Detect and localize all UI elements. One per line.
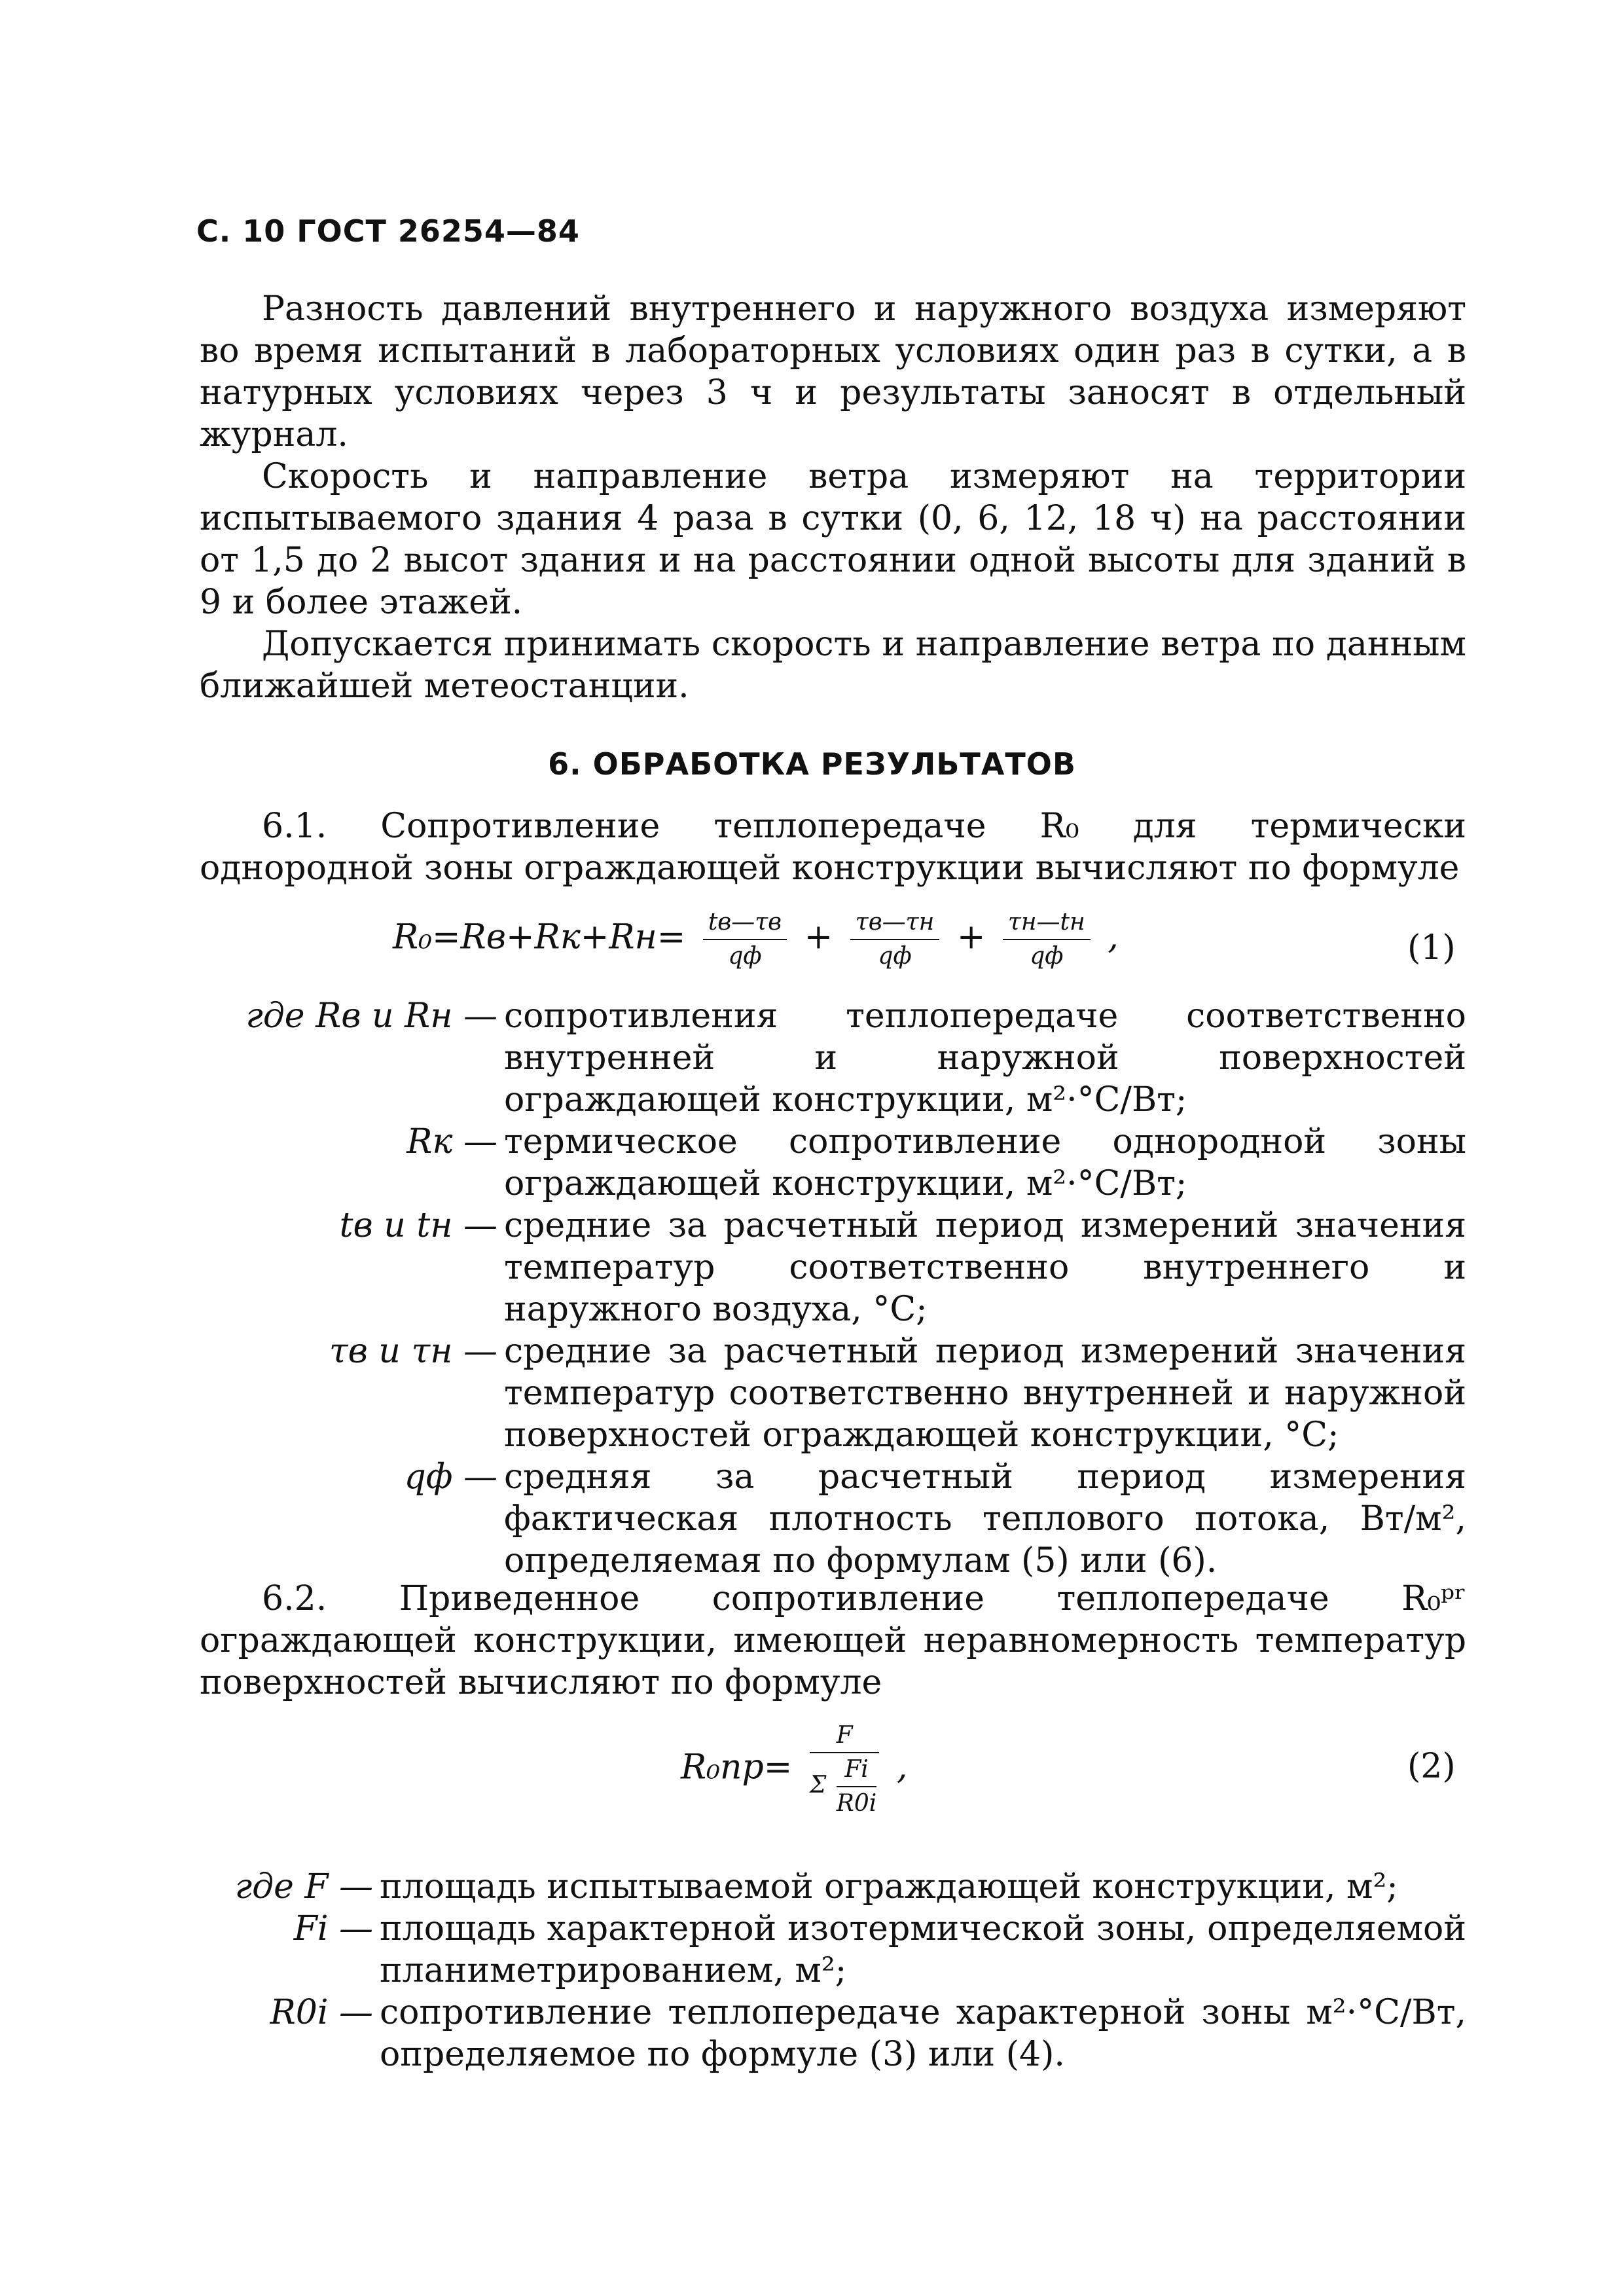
sigma-symbol: Σ	[809, 1772, 827, 1798]
def-text: средние за расчетный период измерений значения температур соответственно внутренней и наружной поверхностей ограждающей конструкции, °С;	[504, 1332, 1466, 1455]
plus-sign: +	[956, 917, 986, 957]
fraction	[850, 909, 940, 970]
paragraph: Скорость и направление ветра измеряют на территории испытываемого здания 4 раза в сутки (0, 6, 12, 18 ч) на расстоянии от 1,5 до 2 высот здания и на расстоянии одной высоты для зданий в 9 и более этажей.	[200, 457, 1466, 622]
def-term: где F —	[234, 1867, 373, 1906]
numerator: τв—τн	[850, 909, 940, 940]
def-text: термическое сопротивление однородной зоны ограждающей конструкции, м²·°С/Вт;	[504, 1122, 1466, 1203]
paragraph: Допускается принимать скорость и направление ветра по данным ближайшей метеостанции.	[200, 625, 1466, 706]
fraction	[810, 1722, 879, 1817]
def-term: R0i —	[270, 1993, 373, 2032]
denominator: qф	[878, 943, 912, 970]
fraction	[703, 909, 787, 970]
clause-6-1	[200, 805, 1466, 889]
def-term: где Rв и Rн —	[245, 996, 497, 1036]
def-text: сопротивление теплопередаче характерной зоны м²·°С/Вт, определяемое по формуле (3) или (4).	[380, 1993, 1466, 2074]
denominator: qф	[1030, 943, 1064, 970]
def-text: сопротивления теплопередаче соответственно внутренней и наружной поверхностей ограждающей конструкции, м²·°С/Вт;	[504, 996, 1466, 1120]
page-header: С. 10 ГОСТ 26254—84	[196, 213, 580, 249]
paragraph: 6.2. Приведенное сопротивление теплопередаче R₀ᵖʳ ограждающей конструкции, имеющей неравномерность температур поверхностей вычисляют по формуле	[200, 1579, 1466, 1702]
def-term: qф —	[404, 1457, 497, 1497]
def-term: tв и tн —	[339, 1206, 497, 1245]
denominator	[810, 1753, 879, 1817]
def-term: Rк —	[406, 1122, 497, 1161]
inner-fraction	[837, 1756, 877, 1817]
equation-number-1: (1)	[1407, 928, 1456, 968]
formula-lhs: R₀пр=	[681, 1747, 793, 1787]
formula-lhs: R₀=Rв+Rк+Rн=	[393, 917, 686, 957]
numerator: τн—tн	[1003, 909, 1091, 940]
formula-2	[681, 1722, 907, 1817]
clause-6-2	[200, 1578, 1466, 1704]
plus-sign: +	[804, 917, 833, 957]
fraction	[1003, 909, 1091, 970]
intro-text	[200, 288, 1466, 707]
equation-number-2: (2)	[1407, 1747, 1456, 1786]
paragraph: 6.1. Сопротивление теплопередаче R₀ для термически однородной зоны ограждающей конструкции вычисляют по формуле	[200, 807, 1466, 888]
paragraph: Разность давлений внутреннего и наружного воздуха измеряют во время испытаний в лабораторных условиях один раз в сутки, а в натурных условиях через 3 ч и результаты заносят в отдельный журнал.	[200, 289, 1466, 454]
def-term: τв и τн —	[329, 1332, 497, 1371]
section-title: 6. ОБРАБОТКА РЕЗУЛЬТАТОВ	[548, 746, 1076, 782]
def-text: средние за расчетный период измерений значения температур соответственно внутреннего и наружного воздуха, °С;	[504, 1206, 1466, 1329]
numerator: F	[810, 1722, 879, 1753]
def-text: средняя за расчетный период измерения фактическая плотность теплового потока, Вт/м², определяемая по формулам (5) или (6).	[504, 1457, 1466, 1580]
numerator: Fi	[837, 1756, 877, 1787]
formula-1	[393, 909, 1119, 970]
formula-comma: ,	[896, 1747, 908, 1787]
def-text: площадь характерной изотермической зоны, определяемой планиметрированием, м²;	[380, 1909, 1466, 1990]
numerator: tв—τв	[703, 909, 787, 940]
def-term: Fi —	[293, 1909, 373, 1948]
denominator: qф	[728, 943, 762, 970]
denominator: R0i	[836, 1790, 877, 1817]
def-text: площадь испытываемой ограждающей конструкции, м²;	[380, 1867, 1398, 1906]
formula-comma: ,	[1108, 917, 1119, 957]
